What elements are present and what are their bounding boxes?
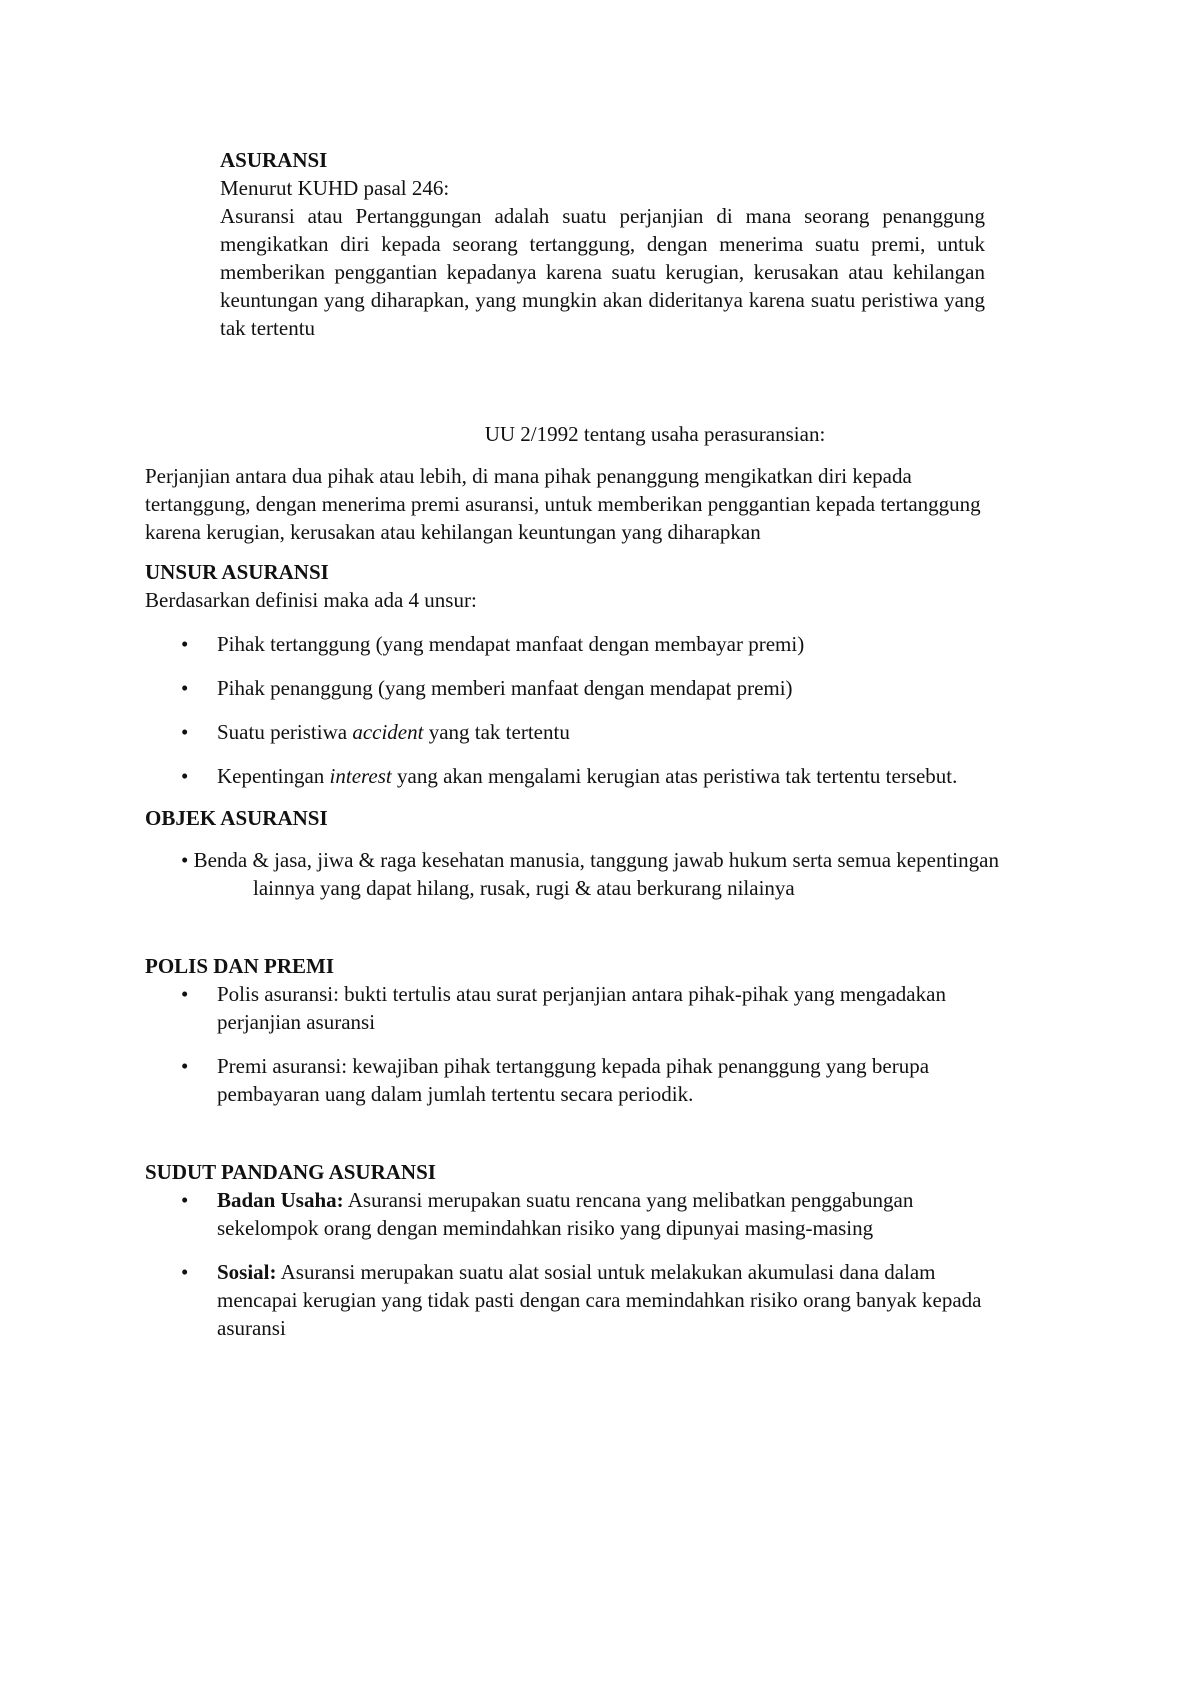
sudut-item-label: Sosial:: [217, 1260, 277, 1284]
list-item: [145, 630, 1015, 658]
unsur-item-text: yang tak tertentu: [423, 720, 570, 744]
polis-heading: POLIS DAN PREMI: [145, 954, 335, 978]
bullet-icon: •: [181, 764, 189, 788]
uu-heading: UU 2/1992 tentang usaha perasuransian:: [484, 422, 826, 446]
polis-item-text: Polis asuransi: bukti tertulis atau surat perjanjian antara pihak-pihak yang mengadakan perjanjian asuransi: [217, 982, 946, 1034]
bullet-icon: •: [181, 720, 189, 744]
list-item: [145, 1186, 1015, 1242]
unsur-item-italic: interest: [329, 764, 392, 788]
sudut-item-text: Asuransi merupakan suatu alat sosial untuk melakukan akumulasi dana dalam mencapai kerugian yang tidak pasti dengan cara memindahkan risiko orang banyak kepada asuransi: [217, 1260, 982, 1340]
objek-item-text: Benda & jasa, jiwa & raga kesehatan manusia, tanggung jawab hukum serta semua kepentingan lainnya yang dapat hilang, rusak, rugi & atau berkurang nilainya: [193, 848, 999, 900]
sudut-heading: SUDUT PANDANG ASURANSI: [145, 1160, 436, 1184]
unsur-intro: Berdasarkan definisi maka ada 4 unsur:: [145, 588, 477, 612]
unsur-item-text: Suatu peristiwa: [217, 720, 353, 744]
polis-item-text: Premi asuransi: kewajiban pihak tertanggung kepada pihak penanggung yang berupa pembayaran uang dalam jumlah tertentu secara periodik.: [217, 1054, 930, 1106]
bullet-icon: •: [181, 676, 189, 700]
list-item: [145, 718, 1015, 746]
bullet-icon: •: [181, 1260, 189, 1284]
bullet-icon: •: [181, 1188, 189, 1212]
sudut-item-text: Asuransi merupakan suatu rencana yang melibatkan penggabungan sekelompok orang dengan memindahkan risiko yang dipunyai masing-masing: [217, 1188, 914, 1240]
list-item: [145, 980, 1015, 1036]
document-body: [145, 462, 1015, 1358]
bullet-icon: •: [181, 1054, 189, 1078]
kuhd-definition: Asuransi atau Pertanggungan adalah suatu perjanjian di mana seorang penanggung mengikatkan diri kepada seorang tertanggung, dengan menerima suatu premi, untuk memberikan penggantian kepadanya karena suatu kerugian, kerusakan atau kehilangan keuntungan yang diharapkan, yang mungkin akan dideritanya karena suatu peristiwa yang tak tertentu: [220, 204, 985, 340]
list-item: [145, 674, 1015, 702]
kuhd-source: Menurut KUHD pasal 246:: [220, 176, 450, 200]
sudut-list: [145, 1186, 1015, 1342]
objek-list: [145, 846, 1015, 902]
sudut-item-label: Badan Usaha:: [217, 1188, 344, 1212]
bullet-icon: •: [181, 982, 189, 1006]
list-item: [181, 846, 1015, 902]
unsur-item-text: Pihak penanggung (yang memberi manfaat dengan mendapat premi): [217, 676, 793, 700]
document-title: ASURANSI: [220, 148, 328, 172]
bullet-icon: •: [181, 848, 189, 872]
list-item: [145, 762, 1015, 790]
uu-definition: Perjanjian antara dua pihak atau lebih, di mana pihak penanggung mengikatkan diri kepada tertanggung, dengan menerima premi asuransi, untuk memberikan penggantian kepada tertanggung karena kerugian, kerusakan atau kehilangan keuntungan yang diharapkan: [145, 464, 981, 544]
unsur-item-text: yang akan mengalami kerugian atas peristiwa tak tertentu tersebut.: [391, 764, 958, 788]
objek-heading: OBJEK ASURANSI: [145, 806, 328, 830]
unsur-item-text: Kepentingan: [217, 764, 330, 788]
unsur-item-text: Pihak tertanggung (yang mendapat manfaat dengan membayar premi): [217, 632, 805, 656]
unsur-item-italic: accident: [352, 720, 424, 744]
intro-section: [220, 146, 985, 342]
list-item: [145, 1258, 1015, 1342]
unsur-list: [145, 630, 1015, 790]
unsur-heading: UNSUR ASURANSI: [145, 560, 329, 584]
polis-list: [145, 980, 1015, 1108]
bullet-icon: •: [181, 632, 189, 656]
list-item: [145, 1052, 1015, 1108]
